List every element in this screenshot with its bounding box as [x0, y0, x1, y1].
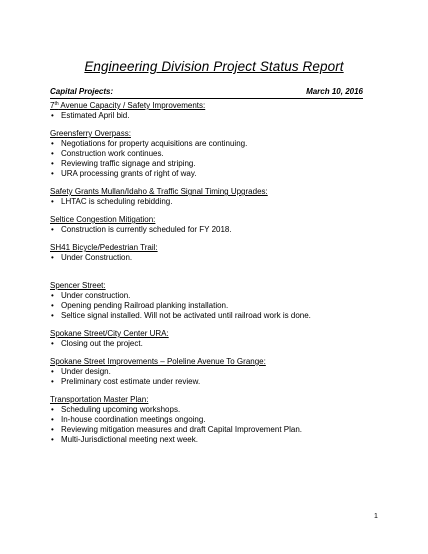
project-items — [50, 367, 380, 387]
list-item: • Estimated April bid. — [51, 111, 130, 120]
list-item: • Seltice signal installed. Will not be activated until railroad work is done. — [51, 311, 311, 320]
bullet-icon: • — [51, 111, 54, 120]
bullet-icon: • — [51, 435, 54, 444]
project-title: Spokane Street/City Center URA: — [50, 329, 169, 338]
project-title: Spencer Street: — [50, 281, 106, 290]
bullet-icon: • — [51, 159, 54, 168]
bullet-icon: • — [51, 139, 54, 148]
list-item: • In-house coordination meetings ongoing. — [51, 415, 206, 424]
bullet-icon: • — [51, 415, 54, 424]
list-item: • Under Construction. — [51, 253, 133, 262]
list-item: • LHTAC is scheduling rebidding. — [51, 197, 173, 206]
list-item: • Reviewing mitigation measures and draft Capital Improvement Plan. — [51, 425, 303, 434]
project-items — [50, 253, 380, 263]
report-title: Engineering Division Project Status Report — [84, 59, 344, 74]
report-date: March 10, 2016 — [306, 87, 363, 96]
list-item: • Negotiations for property acquisitions are continuing. — [51, 139, 248, 148]
bullet-icon: • — [51, 339, 54, 348]
list-item: • Reviewing traffic signage and striping. — [51, 159, 196, 168]
project-items — [50, 111, 380, 121]
project-items — [50, 225, 380, 235]
project-items — [50, 339, 380, 349]
bullet-icon: • — [51, 405, 54, 414]
bullet-icon: • — [51, 377, 54, 386]
project-title: Safety Grants Mullan/Idaho & Traffic Signal Timing Upgrades: — [50, 187, 268, 196]
project-items — [50, 405, 380, 445]
list-item: • Construction work continues. — [51, 149, 164, 158]
project-section — [50, 281, 380, 321]
project-section — [50, 101, 380, 121]
project-title: Greensferry Overpass: — [50, 129, 131, 138]
project-title: SH41 Bicycle/Pedestrian Trail: — [50, 243, 158, 252]
project-items — [50, 139, 380, 179]
project-title: Transportation Master Plan: — [50, 395, 149, 404]
bullet-icon: • — [51, 311, 54, 320]
project-items — [50, 291, 380, 321]
section-label: Capital Projects: — [50, 87, 114, 96]
bullet-icon: • — [51, 169, 54, 178]
list-item: • Under construction. — [51, 291, 131, 300]
page-number: 1 — [374, 513, 378, 520]
project-section — [50, 187, 380, 207]
list-item: • Scheduling upcoming workshops. — [51, 405, 181, 414]
list-item: • Closing out the project. — [51, 339, 143, 348]
project-section — [50, 243, 380, 263]
bullet-icon: • — [51, 301, 54, 310]
section-header — [50, 87, 363, 99]
bullet-icon: • — [51, 367, 54, 376]
list-item: • Construction is currently scheduled for FY 2018. — [51, 225, 232, 234]
bullet-icon: • — [51, 291, 54, 300]
project-section — [50, 215, 380, 235]
bullet-icon: • — [51, 197, 54, 206]
project-title: Spokane Street Improvements – Poleline Avenue To Grange: — [50, 357, 266, 366]
project-title: Seltice Congestion Mitigation: — [50, 215, 156, 224]
project-section — [50, 395, 380, 445]
project-section — [50, 329, 380, 349]
project-items — [50, 197, 380, 207]
list-item: • URA processing grants of right of way. — [51, 169, 197, 178]
project-list — [50, 101, 380, 445]
project-title: 7th Avenue Capacity / Safety Improvements: — [50, 101, 206, 110]
project-section — [50, 357, 380, 387]
bullet-icon: • — [51, 225, 54, 234]
list-item: • Under design. — [51, 367, 111, 376]
bullet-icon: • — [51, 149, 54, 158]
bullet-icon: • — [51, 425, 54, 434]
list-item: • Opening pending Railroad planking installation. — [51, 301, 229, 310]
list-item: • Multi-Jurisdictional meeting next week. — [51, 435, 198, 444]
list-item: • Preliminary cost estimate under review. — [51, 377, 201, 386]
project-section — [50, 129, 380, 179]
bullet-icon: • — [51, 253, 54, 262]
